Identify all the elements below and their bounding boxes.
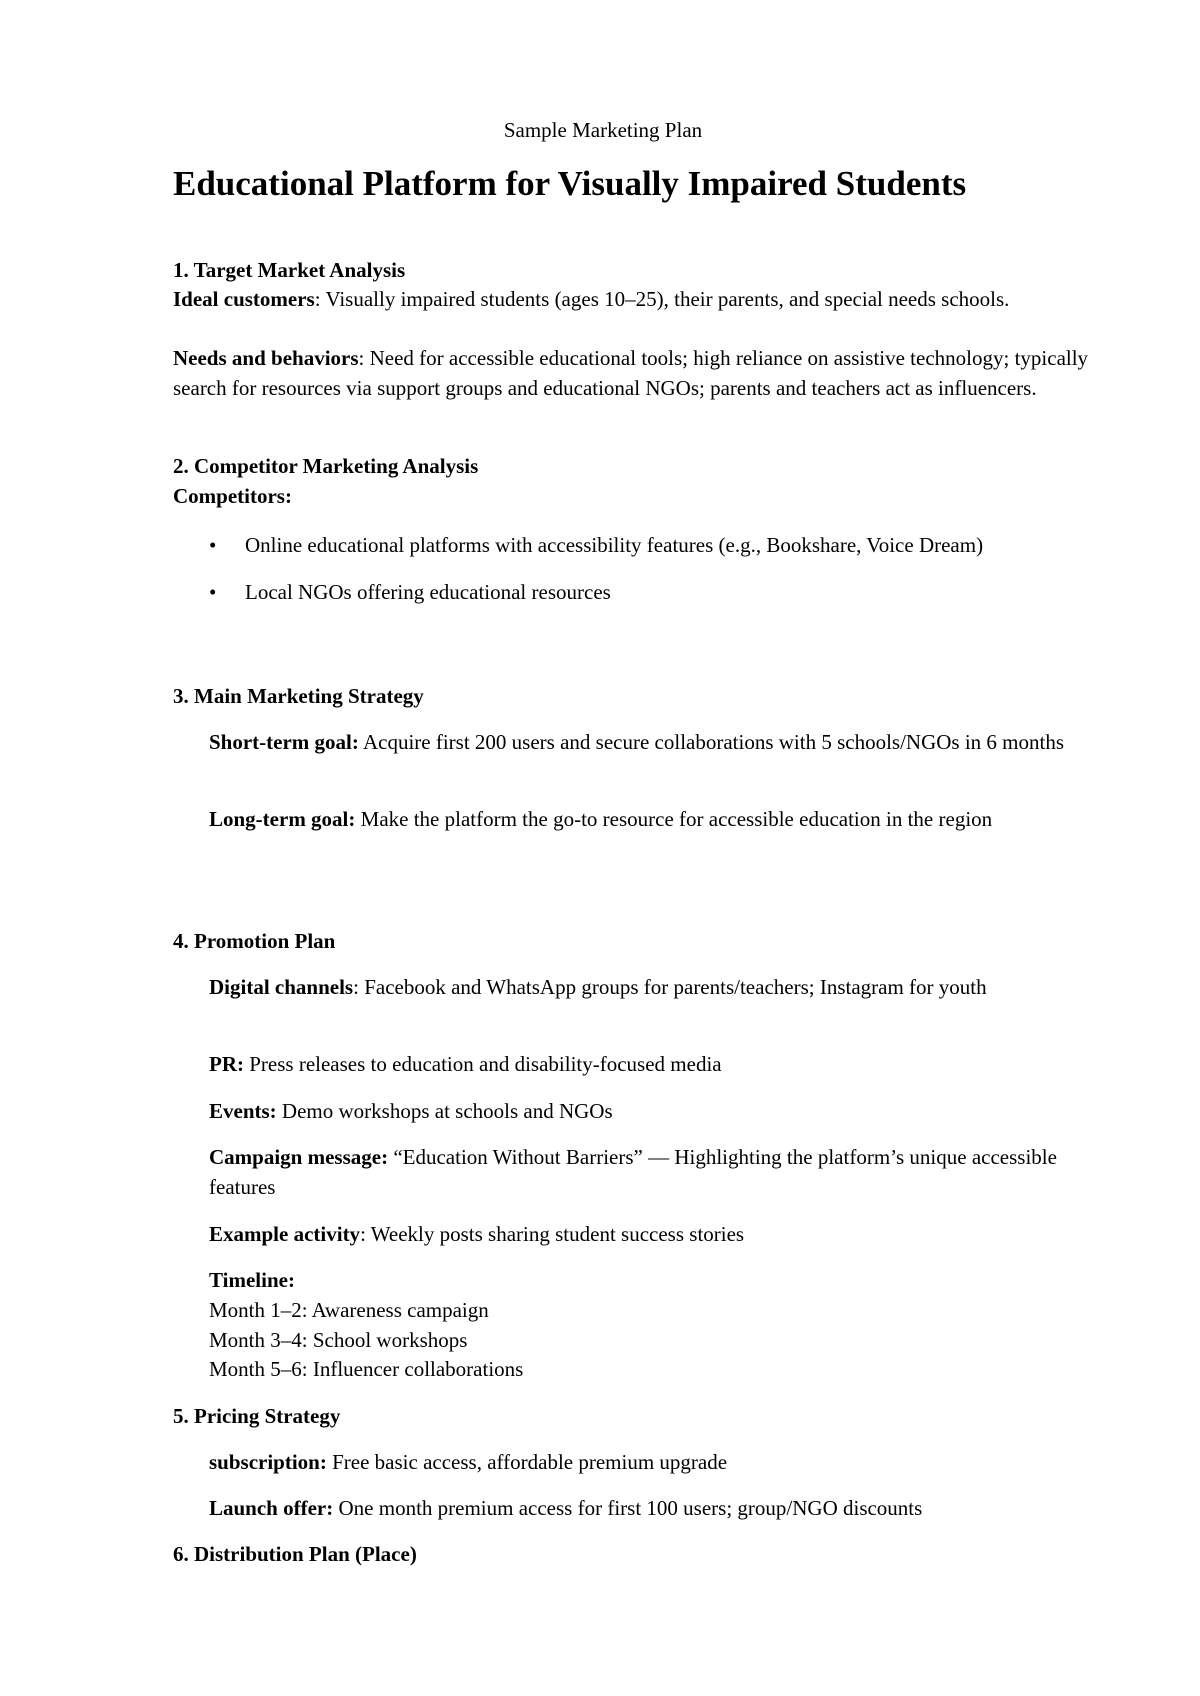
events-label: Events: xyxy=(209,1099,277,1123)
events-paragraph xyxy=(209,1097,1093,1127)
long-term-goal-label: Long-term goal: xyxy=(209,807,356,831)
section-3-heading: 3. Main Marketing Strategy xyxy=(173,684,424,708)
digital-channels-label: Digital channels xyxy=(209,975,354,999)
timeline-item: Month 5–6: Influencer collaborations xyxy=(209,1357,524,1381)
needs-behaviors-paragraph xyxy=(173,344,1093,403)
needs-behaviors-label: Needs and behaviors xyxy=(173,346,359,370)
section-6-heading: 6. Distribution Plan (Place) xyxy=(173,1542,417,1566)
digital-channels-text: : Facebook and WhatsApp groups for parents/teachers; Instagram for youth xyxy=(353,975,987,999)
long-term-goal-text: Make the platform the go-to resource for accessible education in the region xyxy=(355,807,993,831)
campaign-message-paragraph xyxy=(209,1143,1093,1202)
section-4-heading: 4. Promotion Plan xyxy=(173,929,336,953)
section-5-heading: 5. Pricing Strategy xyxy=(173,1404,341,1428)
events-text: Demo workshops at schools and NGOs xyxy=(276,1099,613,1123)
example-activity-label: Example activity xyxy=(209,1222,361,1246)
pr-label: PR: xyxy=(209,1052,244,1076)
short-term-goal-label: Short-term goal: xyxy=(209,730,359,754)
competitor-text: Online educational platforms with accessibility features (e.g., Bookshare, Voice Dream) xyxy=(245,533,984,557)
document-subtitle: Sample Marketing Plan xyxy=(503,118,703,142)
list-item xyxy=(173,578,1093,608)
launch-offer-text: One month premium access for first 100 users; group/NGO discounts xyxy=(333,1496,923,1520)
ideal-customers-paragraph xyxy=(173,285,1093,315)
pr-paragraph xyxy=(209,1050,1093,1080)
subscription-label: subscription: xyxy=(209,1450,327,1474)
needs-behaviors-text: : Need for accessible educational tools; high reliance on assistive technology; typically search for resources via support groups and educational NGOs; parents and teachers act as influencers. xyxy=(173,346,1089,400)
competitor-text: Local NGOs offering educational resources xyxy=(245,579,611,604)
timeline-item: Month 3–4: School workshops xyxy=(209,1328,468,1352)
document-title: Educational Platform for Visually Impaired Students xyxy=(173,164,967,203)
ideal-customers-text: : Visually impaired students (ages 10–25), their parents, and special needs schools. xyxy=(314,287,1010,311)
section-1-heading: 1. Target Market Analysis xyxy=(173,258,406,282)
example-activity-text: : Weekly posts sharing student success stories xyxy=(360,1222,745,1246)
short-term-goal-text: Acquire first 200 users and secure collaborations with 5 schools/NGOs in 6 months xyxy=(358,730,1065,754)
campaign-message-label: Campaign message: xyxy=(209,1145,389,1169)
subscription-text: Free basic access, affordable premium upgrade xyxy=(326,1450,728,1474)
launch-offer-paragraph xyxy=(209,1494,1093,1524)
ideal-customers-label: Ideal customers xyxy=(173,287,315,311)
section-2-heading: 2. Competitor Marketing Analysis xyxy=(173,454,479,478)
example-activity-paragraph xyxy=(209,1220,1093,1250)
bullet-icon: • xyxy=(209,579,217,604)
short-term-goal-paragraph xyxy=(209,728,1093,758)
bullet-icon: • xyxy=(209,533,217,557)
campaign-message-text: “Education Without Barriers” — Highlighting the platform’s unique accessible features xyxy=(209,1145,1057,1199)
launch-offer-label: Launch offer: xyxy=(209,1496,334,1520)
pr-text: Press releases to education and disability-focused media xyxy=(244,1052,722,1076)
timeline-item: Month 1–2: Awareness campaign xyxy=(209,1298,489,1322)
long-term-goal-paragraph xyxy=(209,805,1093,835)
list-item xyxy=(173,531,1093,561)
subscription-paragraph xyxy=(209,1448,1093,1478)
competitors-list xyxy=(173,531,1093,624)
competitors-label: Competitors: xyxy=(173,484,292,508)
timeline-label: Timeline: xyxy=(209,1268,295,1292)
digital-channels-paragraph xyxy=(209,973,1093,1003)
